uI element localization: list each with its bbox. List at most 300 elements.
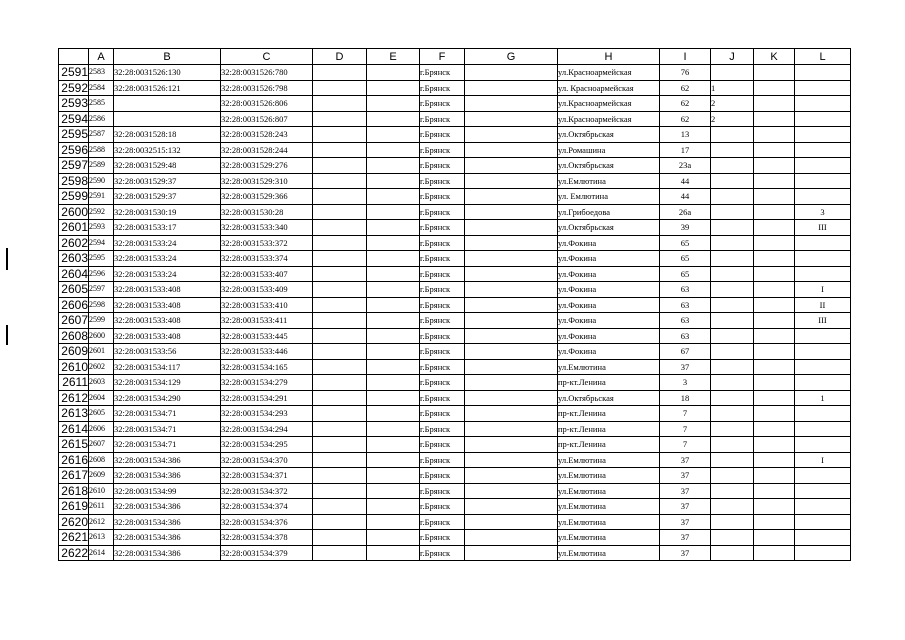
cell-e[interactable] [367,173,420,189]
cell-k[interactable] [754,452,795,468]
cell-g[interactable] [465,266,558,282]
cell-h[interactable]: пр-кт.Ленина [558,437,660,453]
cell-d[interactable] [313,297,367,313]
cell-a[interactable]: 2604 [89,390,114,406]
cell-j[interactable] [711,251,754,267]
cell-a[interactable]: 2598 [89,297,114,313]
cell-d[interactable] [313,189,367,205]
cell-j[interactable] [711,483,754,499]
cell-h[interactable]: ул.Фокина [558,313,660,329]
cell-i[interactable]: 3 [660,375,711,391]
cell-e[interactable] [367,483,420,499]
cell-j[interactable] [711,499,754,515]
cell-a[interactable]: 2612 [89,514,114,530]
cell-j[interactable] [711,328,754,344]
cell-a[interactable]: 2596 [89,266,114,282]
cell-h[interactable]: пр-кт.Ленина [558,406,660,422]
cell-d[interactable] [313,452,367,468]
cell-b[interactable]: 32:28:0031529:48 [114,158,221,174]
cell-c[interactable]: 32:28:0031529:276 [221,158,313,174]
cell-g[interactable] [465,173,558,189]
cell-g[interactable] [465,328,558,344]
cell-i[interactable]: 62 [660,111,711,127]
cell-h[interactable]: ул. Красноармейская [558,80,660,96]
cell-g[interactable] [465,251,558,267]
cell-e[interactable] [367,452,420,468]
cell-k[interactable] [754,189,795,205]
cell-k[interactable] [754,235,795,251]
column-header-k[interactable]: K [754,49,795,65]
cell-h[interactable]: ул.Емлютина [558,483,660,499]
cell-h[interactable]: ул.Емлютина [558,499,660,515]
cell-j[interactable] [711,313,754,329]
cell-f[interactable]: г.Брянск [420,359,465,375]
cell-a[interactable]: 2608 [89,452,114,468]
row-number[interactable]: 2601 [59,220,89,236]
cell-e[interactable] [367,235,420,251]
cell-e[interactable] [367,80,420,96]
cell-k[interactable] [754,499,795,515]
cell-a[interactable]: 2595 [89,251,114,267]
row-number[interactable]: 2615 [59,437,89,453]
cell-i[interactable]: 37 [660,452,711,468]
column-header-l[interactable]: L [795,49,851,65]
cell-k[interactable] [754,406,795,422]
cell-g[interactable] [465,406,558,422]
row-number[interactable]: 2622 [59,545,89,561]
cell-k[interactable] [754,530,795,546]
cell-d[interactable] [313,158,367,174]
cell-c[interactable]: 32:28:0031534:165 [221,359,313,375]
column-header-j[interactable]: J [711,49,754,65]
cell-j[interactable] [711,530,754,546]
cell-g[interactable] [465,313,558,329]
cell-i[interactable]: 23а [660,158,711,174]
row-number[interactable]: 2612 [59,390,89,406]
cell-l[interactable]: II [795,297,851,313]
cell-b[interactable]: 32:28:0031534:386 [114,530,221,546]
cell-a[interactable]: 2611 [89,499,114,515]
row-number[interactable]: 2618 [59,483,89,499]
cell-e[interactable] [367,251,420,267]
cell-e[interactable] [367,142,420,158]
cell-i[interactable]: 37 [660,359,711,375]
column-header-c[interactable]: C [221,49,313,65]
cell-h[interactable]: ул.Фокина [558,251,660,267]
cell-l[interactable] [795,421,851,437]
cell-b[interactable]: 32:28:0031533:24 [114,266,221,282]
cell-l[interactable] [795,514,851,530]
cell-d[interactable] [313,545,367,561]
cell-j[interactable] [711,189,754,205]
cell-l[interactable] [795,235,851,251]
cell-d[interactable] [313,111,367,127]
cell-e[interactable] [367,313,420,329]
cell-f[interactable]: г.Брянск [420,406,465,422]
cell-g[interactable] [465,390,558,406]
cell-d[interactable] [313,359,367,375]
cell-j[interactable]: 2 [711,96,754,112]
column-header-g[interactable]: G [465,49,558,65]
cell-l[interactable] [795,359,851,375]
cell-g[interactable] [465,127,558,143]
cell-h[interactable]: ул.Фокина [558,344,660,360]
cell-l[interactable] [795,499,851,515]
column-header-e[interactable]: E [367,49,420,65]
cell-g[interactable] [465,142,558,158]
cell-j[interactable] [711,297,754,313]
row-number[interactable]: 2594 [59,111,89,127]
cell-i[interactable]: 7 [660,421,711,437]
cell-b[interactable]: 32:28:0031534:290 [114,390,221,406]
cell-e[interactable] [367,406,420,422]
cell-l[interactable]: I [795,282,851,298]
cell-l[interactable] [795,65,851,81]
cell-l[interactable] [795,251,851,267]
cell-l[interactable] [795,127,851,143]
cell-a[interactable]: 2607 [89,437,114,453]
cell-h[interactable]: ул.Красноармейская [558,65,660,81]
cell-h[interactable]: ул.Октябрьская [558,220,660,236]
cell-a[interactable]: 2597 [89,282,114,298]
cell-i[interactable]: 62 [660,96,711,112]
cell-c[interactable]: 32:28:0031534:371 [221,468,313,484]
cell-k[interactable] [754,111,795,127]
cell-g[interactable] [465,235,558,251]
cell-c[interactable]: 32:28:0031534:291 [221,390,313,406]
cell-i[interactable]: 44 [660,189,711,205]
cell-l[interactable] [795,344,851,360]
cell-i[interactable]: 44 [660,173,711,189]
cell-k[interactable] [754,359,795,375]
cell-c[interactable]: 32:28:0031533:446 [221,344,313,360]
cell-d[interactable] [313,328,367,344]
cell-f[interactable]: г.Брянск [420,127,465,143]
cell-k[interactable] [754,313,795,329]
cell-e[interactable] [367,545,420,561]
cell-h[interactable]: пр-кт.Ленина [558,421,660,437]
cell-k[interactable] [754,437,795,453]
cell-c[interactable]: 32:28:0031534:370 [221,452,313,468]
cell-l[interactable] [795,266,851,282]
cell-h[interactable]: ул.Октябрьская [558,127,660,143]
cell-b[interactable] [114,96,221,112]
cell-l[interactable] [795,328,851,344]
cell-k[interactable] [754,282,795,298]
cell-k[interactable] [754,251,795,267]
row-number[interactable]: 2609 [59,344,89,360]
cell-e[interactable] [367,127,420,143]
cell-a[interactable]: 2603 [89,375,114,391]
cell-b[interactable]: 32:28:0031533:24 [114,235,221,251]
cell-a[interactable]: 2594 [89,235,114,251]
row-number[interactable]: 2614 [59,421,89,437]
row-number[interactable]: 2597 [59,158,89,174]
cell-b[interactable]: 32:28:0031529:37 [114,189,221,205]
cell-a[interactable]: 2601 [89,344,114,360]
cell-l[interactable] [795,375,851,391]
cell-i[interactable]: 17 [660,142,711,158]
cell-d[interactable] [313,499,367,515]
row-number[interactable]: 2603 [59,251,89,267]
cell-k[interactable] [754,142,795,158]
cell-l[interactable] [795,173,851,189]
cell-b[interactable]: 32:28:0031528:18 [114,127,221,143]
cell-k[interactable] [754,328,795,344]
cell-b[interactable]: 32:28:0031526:130 [114,65,221,81]
cell-a[interactable]: 2591 [89,189,114,205]
cell-e[interactable] [367,204,420,220]
cell-c[interactable]: 32:28:0031533:340 [221,220,313,236]
cell-b[interactable]: 32:28:0032515:132 [114,142,221,158]
cell-i[interactable]: 7 [660,437,711,453]
cell-c[interactable]: 32:28:0031530:28 [221,204,313,220]
cell-f[interactable]: г.Брянск [420,80,465,96]
cell-c[interactable]: 32:28:0031529:366 [221,189,313,205]
cell-f[interactable]: г.Брянск [420,220,465,236]
cell-d[interactable] [313,282,367,298]
cell-c[interactable]: 32:28:0031534:378 [221,530,313,546]
cell-l[interactable] [795,142,851,158]
cell-d[interactable] [313,266,367,282]
cell-e[interactable] [367,158,420,174]
row-number[interactable]: 2592 [59,80,89,96]
cell-k[interactable] [754,80,795,96]
cell-g[interactable] [465,111,558,127]
column-header-a[interactable]: A [89,49,114,65]
cell-f[interactable]: г.Брянск [420,530,465,546]
cell-b[interactable]: 32:28:0031534:386 [114,545,221,561]
cell-f[interactable]: г.Брянск [420,111,465,127]
cell-b[interactable]: 32:28:0031530:19 [114,204,221,220]
cell-g[interactable] [465,158,558,174]
column-header-b[interactable]: B [114,49,221,65]
cell-b[interactable]: 32:28:0031534:129 [114,375,221,391]
cell-h[interactable]: ул.Емлютина [558,514,660,530]
cell-d[interactable] [313,251,367,267]
cell-d[interactable] [313,421,367,437]
cell-j[interactable] [711,65,754,81]
cell-a[interactable]: 2606 [89,421,114,437]
cell-l[interactable]: 3 [795,204,851,220]
cell-c[interactable]: 32:28:0031533:409 [221,282,313,298]
cell-h[interactable]: ул.Фокина [558,282,660,298]
cell-k[interactable] [754,173,795,189]
cell-e[interactable] [367,189,420,205]
cell-d[interactable] [313,344,367,360]
cell-a[interactable]: 2592 [89,204,114,220]
cell-j[interactable] [711,406,754,422]
cell-d[interactable] [313,530,367,546]
cell-c[interactable]: 32:28:0031534:279 [221,375,313,391]
column-header-h[interactable]: H [558,49,660,65]
cell-e[interactable] [367,421,420,437]
cell-j[interactable] [711,437,754,453]
cell-i[interactable]: 65 [660,251,711,267]
cell-k[interactable] [754,514,795,530]
cell-b[interactable]: 32:28:0031534:71 [114,437,221,453]
cell-a[interactable]: 2584 [89,80,114,96]
cell-f[interactable]: г.Брянск [420,158,465,174]
cell-b[interactable]: 32:28:0031534:386 [114,452,221,468]
cell-d[interactable] [313,235,367,251]
cell-c[interactable]: 32:28:0031533:411 [221,313,313,329]
cell-h[interactable]: ул.Емлютина [558,359,660,375]
row-number[interactable]: 2605 [59,282,89,298]
cell-h[interactable]: ул.Емлютина [558,452,660,468]
cell-f[interactable]: г.Брянск [420,282,465,298]
cell-i[interactable]: 26а [660,204,711,220]
cell-g[interactable] [465,452,558,468]
cell-h[interactable]: ул.Октябрьская [558,390,660,406]
cell-b[interactable]: 32:28:0031533:408 [114,282,221,298]
cell-c[interactable]: 32:28:0031534:372 [221,483,313,499]
cell-j[interactable] [711,390,754,406]
cell-j[interactable] [711,421,754,437]
cell-d[interactable] [313,173,367,189]
cell-c[interactable]: 32:28:0031534:295 [221,437,313,453]
cell-l[interactable] [795,483,851,499]
cell-e[interactable] [367,282,420,298]
cell-a[interactable]: 2583 [89,65,114,81]
cell-d[interactable] [313,220,367,236]
cell-k[interactable] [754,266,795,282]
cell-e[interactable] [367,220,420,236]
cell-e[interactable] [367,297,420,313]
cell-l[interactable] [795,189,851,205]
cell-b[interactable]: 32:28:0031534:71 [114,421,221,437]
cell-k[interactable] [754,127,795,143]
cell-a[interactable]: 2600 [89,328,114,344]
cell-k[interactable] [754,204,795,220]
cell-f[interactable]: г.Брянск [420,375,465,391]
cell-d[interactable] [313,375,367,391]
cell-f[interactable]: г.Брянск [420,266,465,282]
cell-c[interactable]: 32:28:0031533:410 [221,297,313,313]
cell-b[interactable]: 32:28:0031526:121 [114,80,221,96]
cell-j[interactable]: 1 [711,80,754,96]
cell-d[interactable] [313,65,367,81]
cell-l[interactable] [795,530,851,546]
cell-g[interactable] [465,499,558,515]
cell-i[interactable]: 65 [660,235,711,251]
cell-f[interactable]: г.Брянск [420,437,465,453]
cell-j[interactable] [711,359,754,375]
cell-c[interactable]: 32:28:0031534:293 [221,406,313,422]
cell-a[interactable]: 2599 [89,313,114,329]
row-number[interactable]: 2596 [59,142,89,158]
cell-c[interactable]: 32:28:0031534:376 [221,514,313,530]
cell-f[interactable]: г.Брянск [420,142,465,158]
cell-d[interactable] [313,483,367,499]
row-number[interactable]: 2591 [59,65,89,81]
cell-f[interactable]: г.Брянск [420,545,465,561]
cell-f[interactable]: г.Брянск [420,65,465,81]
cell-g[interactable] [465,437,558,453]
cell-g[interactable] [465,189,558,205]
cell-k[interactable] [754,421,795,437]
cell-k[interactable] [754,158,795,174]
cell-c[interactable]: 32:28:0031528:243 [221,127,313,143]
row-number[interactable]: 2620 [59,514,89,530]
cell-j[interactable] [711,514,754,530]
cell-f[interactable]: г.Брянск [420,173,465,189]
cell-b[interactable]: 32:28:0031534:386 [114,514,221,530]
cell-l[interactable] [795,437,851,453]
cell-e[interactable] [367,266,420,282]
cell-g[interactable] [465,96,558,112]
cell-i[interactable]: 39 [660,220,711,236]
row-number[interactable]: 2607 [59,313,89,329]
cell-d[interactable] [313,437,367,453]
cell-i[interactable]: 13 [660,127,711,143]
cell-d[interactable] [313,142,367,158]
cell-h[interactable]: ул.Емлютина [558,468,660,484]
cell-j[interactable]: 2 [711,111,754,127]
cell-i[interactable]: 67 [660,344,711,360]
cell-g[interactable] [465,530,558,546]
cell-j[interactable] [711,375,754,391]
cell-c[interactable]: 32:28:0031533:445 [221,328,313,344]
cell-g[interactable] [465,545,558,561]
cell-e[interactable] [367,468,420,484]
cell-j[interactable] [711,220,754,236]
cell-g[interactable] [465,80,558,96]
cell-d[interactable] [313,406,367,422]
cell-g[interactable] [465,297,558,313]
cell-j[interactable] [711,173,754,189]
cell-i[interactable]: 37 [660,468,711,484]
cell-d[interactable] [313,390,367,406]
cell-k[interactable] [754,65,795,81]
cell-e[interactable] [367,96,420,112]
cell-i[interactable]: 62 [660,80,711,96]
cell-g[interactable] [465,359,558,375]
column-header-f[interactable]: F [420,49,465,65]
cell-l[interactable] [795,406,851,422]
cell-c[interactable]: 32:28:0031534:379 [221,545,313,561]
cell-f[interactable]: г.Брянск [420,468,465,484]
cell-j[interactable] [711,452,754,468]
cell-d[interactable] [313,127,367,143]
cell-k[interactable] [754,96,795,112]
cell-c[interactable]: 32:28:0031534:374 [221,499,313,515]
cell-e[interactable] [367,65,420,81]
cell-l[interactable] [795,468,851,484]
cell-f[interactable]: г.Брянск [420,204,465,220]
cell-b[interactable]: 32:28:0031533:408 [114,297,221,313]
cell-h[interactable]: ул.Фокина [558,235,660,251]
row-number[interactable]: 2599 [59,189,89,205]
cell-f[interactable]: г.Брянск [420,189,465,205]
cell-h[interactable]: ул.Емлютина [558,173,660,189]
cell-i[interactable]: 7 [660,406,711,422]
cell-k[interactable] [754,375,795,391]
cell-k[interactable] [754,545,795,561]
cell-k[interactable] [754,483,795,499]
cell-h[interactable]: ул.Красноармейская [558,96,660,112]
row-number[interactable]: 2604 [59,266,89,282]
cell-f[interactable]: г.Брянск [420,313,465,329]
cell-i[interactable]: 18 [660,390,711,406]
row-number[interactable]: 2602 [59,235,89,251]
cell-i[interactable]: 37 [660,499,711,515]
cell-c[interactable]: 32:28:0031529:310 [221,173,313,189]
cell-h[interactable]: ул.Фокина [558,328,660,344]
cell-k[interactable] [754,297,795,313]
cell-f[interactable]: г.Брянск [420,235,465,251]
cell-j[interactable] [711,545,754,561]
